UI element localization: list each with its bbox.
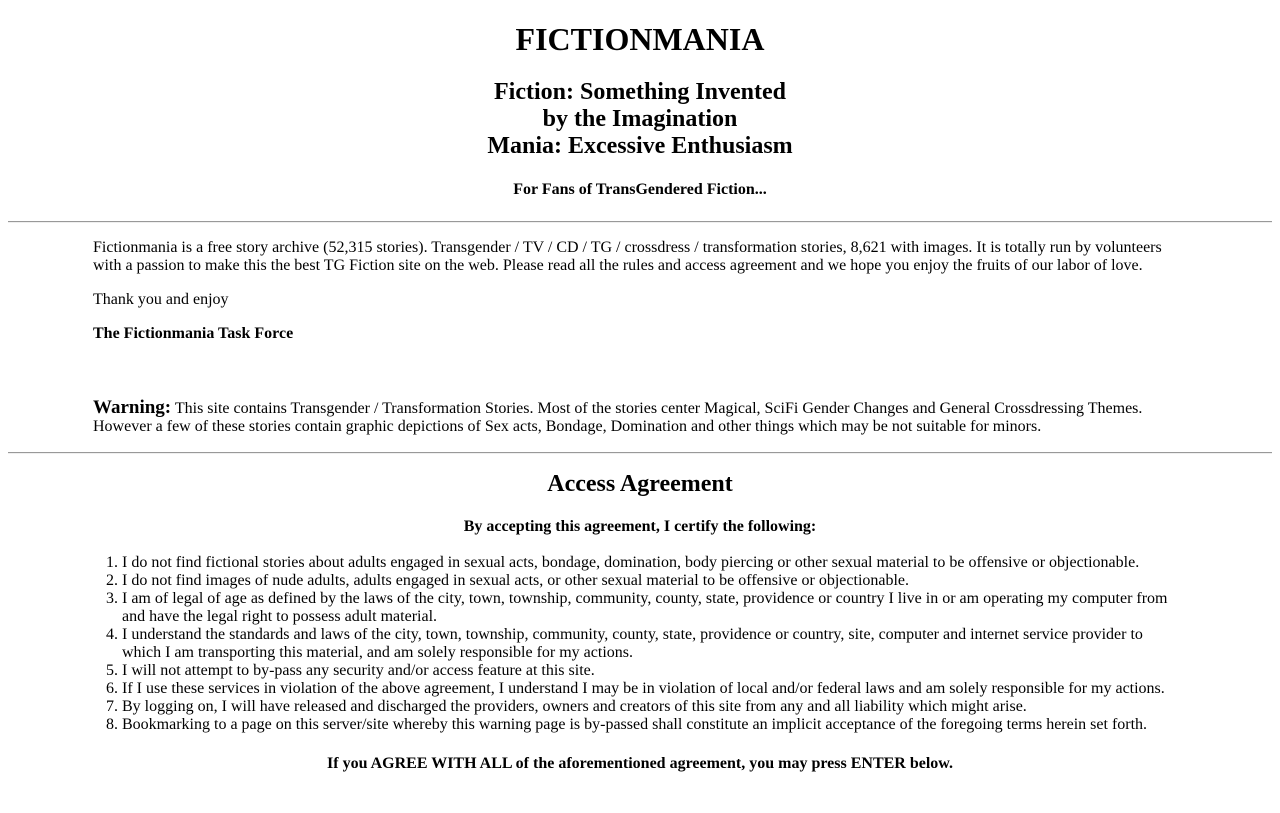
thanks-line: Thank you and enjoy (93, 291, 229, 308)
agreement-item-4: 4. I understand the standards and laws of the city, town, township, community, county, state, providence or country, site, computer and internet service provider to which I am transporting this material, and am solely responsible for my actions. (122, 626, 1182, 662)
agreement-item-6: 6. If I use these services in violation of the above agreement, I understand I may be in violation of local and/or federal laws and am solely responsible for my actions. (122, 680, 1182, 698)
divider-agreement (8, 452, 1272, 454)
warning-paragraph (93, 399, 1187, 436)
subtitle-line-3: Mania: Excessive Enthusiasm (487, 133, 793, 159)
certify-line: By accepting this agreement, I certify the following: (463, 518, 817, 535)
task-force-signature: The Fictionmania Task Force (93, 325, 294, 342)
page-title: FICTIONMANIA (515, 21, 765, 57)
subtitle-line-1: Fiction: Something Invented (493, 79, 786, 105)
divider-top (8, 221, 1272, 223)
enter-instruction: If you AGREE WITH ALL of the aforementioned agreement, you may press ENTER below. (327, 755, 953, 772)
intro-paragraph: Fictionmania is a free story archive (52,315 stories). Transgender / TV / CD / TG / crossdress / transformation stories, 8,621 with images. It is totally run by volunteers with a passion to make this the best TG Fiction site on the web. Please read all the rules and access agreement and we hope you enjoy the fruits of our labor of love. (93, 239, 1162, 274)
page-subtitle (8, 79, 1272, 160)
agreement-item-1: 1. I do not find fictional stories about adults engaged in sexual acts, bondage, domination, body piercing or other sexual material to be offensive or objectionable. (122, 554, 1182, 572)
agreement-item-3: 3. I am of legal of age as defined by the laws of the city, town, township, community, county, state, providence or country I live in or am operating my computer from and have the legal right to possess adult material. (122, 590, 1182, 626)
agreement-item-2: 2. I do not find images of nude adults, adults engaged in sexual acts, or other sexual material to be offensive or objectionable. (122, 572, 1182, 590)
warning-text: This site contains Transgender / Transformation Stories. Most of the stories center Magical, SciFi Gender Changes and General Crossdressing Themes. However a few of these stories contain graphic depictions of Sex acts, Bondage, Domination and other things which may be not suitable for minors. (93, 400, 1143, 435)
agreement-list (8, 554, 1182, 734)
agreement-item-5: 5. I will not attempt to by-pass any security and/or access feature at this site. (122, 662, 1182, 680)
subtitle-line-2: by the Imagination (542, 106, 738, 132)
access-agreement-title: Access Agreement (547, 471, 733, 497)
tagline: For Fans of TransGendered Fiction... (513, 181, 767, 198)
agreement-item-8: 8. Bookmarking to a page on this server/site whereby this warning page is by-passed shall constitute an implicit acceptance of the foregoing terms herein set forth. (122, 716, 1182, 734)
warning-label: Warning: (93, 397, 172, 418)
intro-section (93, 239, 1187, 436)
agreement-item-7: 7. By logging on, I will have released and discharged the providers, owners and creators of this site from any and all liability which might arise. (122, 698, 1182, 716)
